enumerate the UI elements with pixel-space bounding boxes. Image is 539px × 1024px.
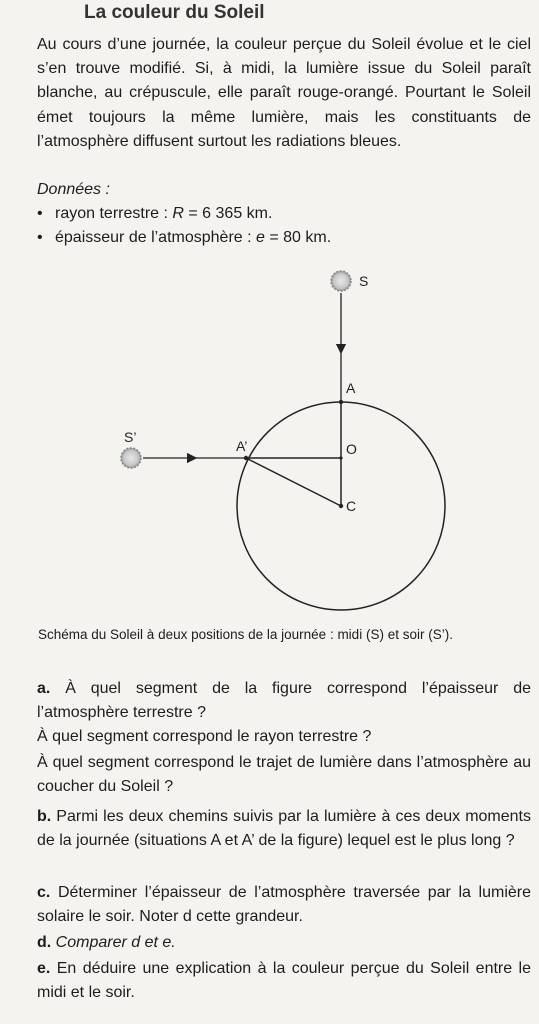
question-b [37,805,531,852]
question-text: À quel segment correspond le rayon terrestre ? [37,728,372,745]
donnee-variable: e [256,229,265,246]
question-letter: b. [37,808,52,825]
donnee-value: = 6 365 km. [183,205,273,222]
sun-noon-icon [331,271,351,291]
point-Aprime [244,456,248,460]
label-A-prime: A’ [236,438,248,454]
label-A: A [346,380,356,396]
section-title: La couleur du Soleil [84,2,265,23]
label-C: C [346,498,357,514]
label-S-prime: S’ [124,429,137,445]
question-a3 [37,751,531,798]
question-text: Parmi les deux chemins suivis par la lumière à ces deux moments de la journée (situations A et A’ de la figure) lequel est le plus long ? [37,808,531,849]
segment-AprimeC [246,458,341,506]
donnees-heading: Données : [37,181,110,198]
figure-caption: Schéma du Soleil à deux positions de la journée : midi (S) et soir (S’). [38,627,453,642]
question-text: À quel segment de la figure correspond l’épaisseur de l’atmosphère terrestre ? [37,680,531,721]
label-O: O [346,441,357,457]
question-letter: a. [37,680,51,697]
question-a [37,677,531,724]
question-text: Déterminer l’épaisseur de l’atmosphère traversée par la lumière solaire le soir. Noter d cette grandeur. [37,884,531,925]
intro-paragraph: Au cours d’une journée, la couleur perçue du Soleil évolue et le ciel s’en trouve modifié. Si, à midi, la lumière issue du Soleil paraît blanche, au crépuscule, elle paraît rouge-orangé. Pourtant le Soleil émet toujours la même lumière, mais les constituants de l’atmosphère diffusent surtout les radiations bleues. [37,36,531,150]
question-text: Comparer d et e. [51,934,176,951]
donnee-label: épaisseur de l’atmosphère : [55,229,256,246]
question-letter: c. [37,884,51,901]
bullet-icon: • [37,205,43,222]
bullet-icon: • [37,229,43,246]
point-C [339,504,343,508]
question-d [37,931,531,955]
question-a2 [37,725,531,749]
question-c [37,881,531,928]
sun-evening-icon [121,448,141,468]
donnee-label: rayon terrestre : [55,205,173,222]
point-A [339,400,343,404]
donnee-item-thickness [37,229,331,247]
donnee-item-radius [37,205,272,223]
question-letter: e. [37,960,51,977]
sun-earth-diagram [0,255,539,620]
question-e [37,957,531,1004]
donnee-value: = 80 km. [264,229,332,246]
question-text: À quel segment correspond le trajet de lumière dans l’atmosphère au coucher du Soleil ? [37,754,531,795]
point-O [339,456,342,459]
donnee-variable: R [172,205,184,222]
question-text: En déduire une explication à la couleur perçue du Soleil entre le midi et le soir. [37,960,531,1001]
question-letter: d. [37,934,52,951]
label-S: S [359,273,369,289]
